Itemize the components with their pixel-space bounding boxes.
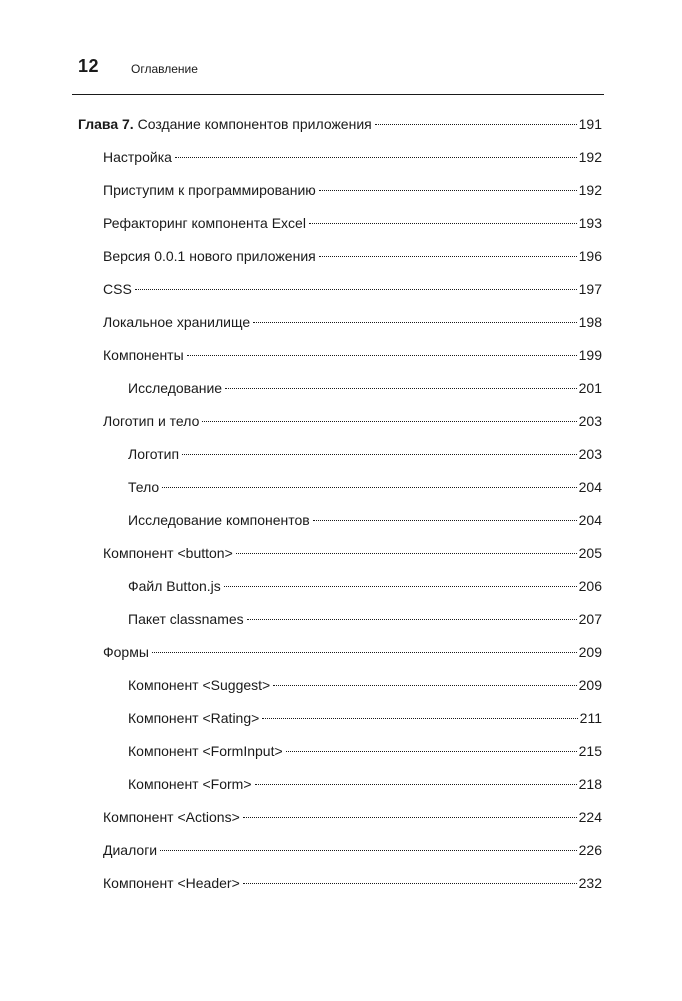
dot-leader: [273, 684, 576, 686]
toc-entry-page: 218: [578, 776, 602, 792]
toc-entry-page: 203: [578, 446, 602, 462]
toc-entry[interactable]: [128, 446, 602, 468]
toc-entry[interactable]: [103, 215, 602, 237]
dot-leader: [247, 618, 577, 620]
toc-entry-title: Компонент <button>: [103, 545, 233, 561]
toc-entry-title: Создание компонентов приложения: [133, 116, 372, 132]
header-rule: [72, 94, 604, 95]
page-number: 12: [78, 56, 100, 76]
toc-entry-page: 215: [578, 743, 602, 759]
toc-entry-title: Логотип: [128, 446, 180, 462]
toc-entry-title: Компонент <Actions>: [103, 809, 240, 825]
toc-entry-page: 232: [578, 875, 602, 891]
toc-entry-title: Диалоги: [103, 842, 158, 858]
dot-leader: [255, 783, 577, 785]
toc-entry-title: Тело: [128, 479, 160, 495]
toc-entry-page: 192: [578, 149, 602, 165]
toc-entry-title: Локальное хранилище: [103, 314, 251, 330]
toc-entry[interactable]: [128, 380, 602, 402]
toc-entry[interactable]: [103, 875, 602, 897]
toc-entry[interactable]: [103, 413, 602, 435]
toc-entry-page: 192: [578, 182, 602, 198]
toc-entry-chapter[interactable]: [78, 116, 602, 138]
toc-entry[interactable]: [103, 248, 602, 270]
toc-entry-title: Компонент <Header>: [103, 875, 240, 891]
toc-entry-page: 207: [578, 611, 602, 627]
toc-entry-title: Исследование компонентов: [128, 512, 310, 528]
toc-entry-page: 191: [578, 116, 602, 132]
toc-entry[interactable]: [128, 611, 602, 633]
toc-entry[interactable]: [103, 281, 602, 303]
toc-entry-page: 197: [578, 281, 602, 297]
toc-entry-page: 209: [578, 644, 602, 660]
toc-entry-page: 198: [578, 314, 602, 330]
toc-entry-page: 211: [579, 710, 602, 726]
dot-leader: [225, 387, 577, 389]
toc-entry-title: Исследование: [128, 380, 223, 396]
dot-leader: [313, 519, 577, 521]
dot-leader: [175, 156, 577, 158]
dot-leader: [243, 882, 577, 884]
dot-leader: [224, 585, 577, 587]
dot-leader: [202, 420, 576, 422]
dot-leader: [253, 321, 577, 323]
toc-entry[interactable]: [128, 710, 602, 732]
toc-entry-title: Компонент <Suggest>: [128, 677, 271, 693]
toc-entry-title: Пакет classnames: [128, 611, 244, 627]
dot-leader: [319, 189, 577, 191]
dot-leader: [262, 717, 577, 719]
dot-leader: [243, 816, 577, 818]
toc-entry[interactable]: [103, 644, 602, 666]
toc-entry-title: Приступим к программированию: [103, 182, 316, 198]
toc-entry-page: 205: [578, 545, 602, 561]
toc-entry-title: Логотип и тело: [103, 413, 200, 429]
toc-entry-title: Рефакторинг компонента Excel: [103, 215, 306, 231]
toc-entry[interactable]: [103, 149, 602, 171]
toc-entry[interactable]: [103, 347, 602, 369]
toc-entry[interactable]: [103, 314, 602, 336]
toc-entry-title: Компонент <Form>: [128, 776, 252, 792]
dot-leader: [160, 849, 577, 851]
running-title: Оглавление: [131, 62, 198, 76]
toc-entry-title: Компонент <Rating>: [128, 710, 260, 726]
dot-leader: [309, 222, 577, 224]
toc-entry-page: 203: [578, 413, 602, 429]
toc-entry-page: 224: [578, 809, 602, 825]
toc-entry-page: 204: [578, 512, 602, 528]
toc-entry-page: 209: [578, 677, 602, 693]
dot-leader: [375, 123, 577, 125]
toc-entry[interactable]: [103, 809, 602, 831]
toc-entry[interactable]: [103, 842, 602, 864]
dot-leader: [162, 486, 576, 488]
page-header: [78, 56, 602, 86]
toc-entry[interactable]: [103, 182, 602, 204]
toc-entry-title: Компоненты: [103, 347, 184, 363]
dot-leader: [135, 288, 577, 290]
toc-entry-page: 201: [578, 380, 602, 396]
dot-leader: [236, 552, 577, 554]
toc-entry[interactable]: [128, 512, 602, 534]
toc-entry-title: Версия 0.0.1 нового приложения: [103, 248, 316, 264]
dot-leader: [187, 354, 577, 356]
toc-entry[interactable]: [128, 743, 602, 765]
toc-entry-title: Формы: [103, 644, 149, 660]
toc-entry[interactable]: [103, 545, 602, 567]
toc-entry-title: Компонент <FormInput>: [128, 743, 283, 759]
toc-entry-page: 206: [578, 578, 602, 594]
dot-leader: [286, 750, 577, 752]
toc-entry-title: Файл Button.js: [128, 578, 221, 594]
toc-entry[interactable]: [128, 677, 602, 699]
toc-entry-title: CSS: [103, 281, 132, 297]
toc-entry-page: 204: [578, 479, 602, 495]
toc-entry-page: 193: [578, 215, 602, 231]
dot-leader: [152, 651, 577, 653]
toc-entry-page: 226: [578, 842, 602, 858]
chapter-number: Глава 7.: [78, 116, 134, 132]
dot-leader: [182, 453, 577, 455]
dot-leader: [319, 255, 577, 257]
toc-entry[interactable]: [128, 776, 602, 798]
toc-entry[interactable]: [128, 578, 602, 600]
toc-entry[interactable]: [128, 479, 602, 501]
toc-entry-page: 196: [578, 248, 602, 264]
toc-entry-title: Настройка: [103, 149, 172, 165]
toc-entry-page: 199: [578, 347, 602, 363]
